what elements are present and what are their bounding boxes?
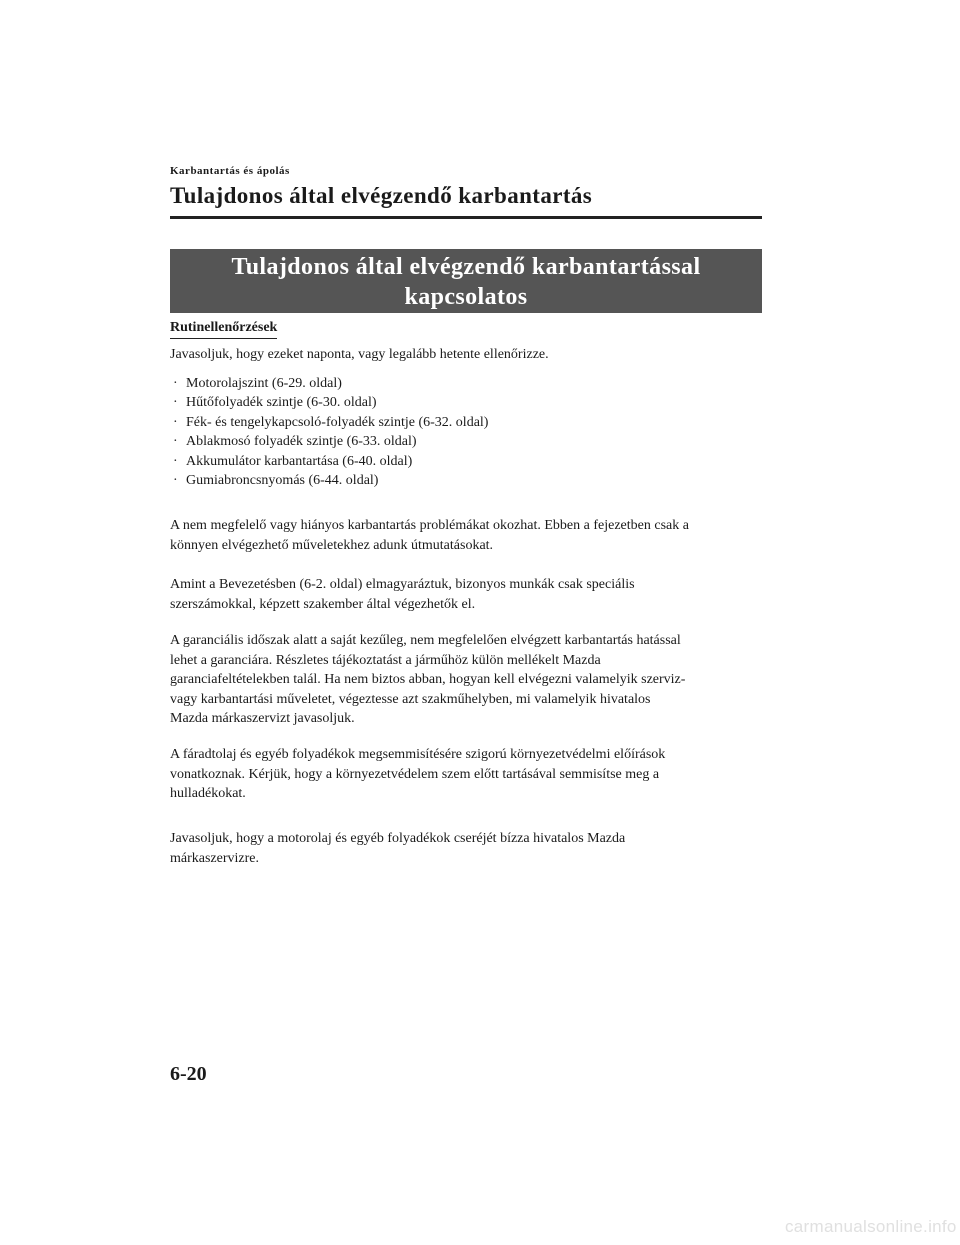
list-item bbox=[172, 452, 488, 471]
list-item bbox=[172, 471, 488, 490]
bullet-dot-icon: · bbox=[173, 473, 178, 489]
paragraph-line: szerszámokkal, képzett szakember által végezhetők el. bbox=[170, 596, 476, 612]
bullet-dot-icon: · bbox=[173, 395, 178, 411]
list-item-text: Akkumulátor karbantartása (6-40. oldal) bbox=[186, 453, 413, 469]
paragraph-line: A garanciális időszak alatt a saját kezűleg, nem megfelelően elvégzett karbantartás hatással bbox=[170, 633, 681, 648]
watermark: carmanualsonline.info bbox=[785, 1217, 957, 1236]
paragraph-line: lehet a garanciára. Részletes tájékoztatást a járműhöz külön mellékelt Mazda bbox=[170, 652, 601, 668]
paragraph-line: Mazda márkaszervizt javasoljuk. bbox=[170, 711, 355, 726]
paragraph-line: vagy karbantartási műveletet, végeztesse azt szakműhelyben, mi valamelyik hivatalos bbox=[170, 691, 651, 707]
paragraph-line: márkaszervizre. bbox=[170, 850, 259, 866]
paragraph bbox=[170, 745, 770, 804]
list-item bbox=[172, 413, 488, 432]
paragraph bbox=[170, 575, 770, 614]
paragraph-line: vonatkoznak. Kérjük, hogy a környezetvédelem szem előtt tartásával semmisítse meg a bbox=[170, 766, 660, 782]
paragraph-line: A nem megfelelő vagy hiányos karbantartás problémákat okozhat. Ebben a fejezetben csak a bbox=[170, 518, 689, 533]
breadcrumb: Karbantartás és ápolás bbox=[170, 165, 290, 177]
bullet-dot-icon: · bbox=[173, 453, 178, 469]
paragraph-line: könnyen elvégezhető műveletekhez adunk útmutatásokat. bbox=[170, 537, 494, 553]
page-title: Tulajdonos által elvégzendő karbantartás bbox=[170, 183, 593, 208]
bullet-dot-icon: · bbox=[173, 376, 178, 391]
bullet-dot-icon: · bbox=[173, 434, 178, 450]
banner-line-2: óvintézkedések bbox=[385, 314, 547, 340]
list-item-text: Hűtőfolyadék szintje (6-30. oldal) bbox=[186, 395, 377, 411]
paragraph-line: Amint a Bevezetésben (6-2. oldal) elmagyaráztuk, bizonyos munkák csak speciális bbox=[170, 577, 635, 592]
section-intro: Javasoljuk, hogy ezeket naponta, vagy legalább hetente ellenőrizze. bbox=[170, 347, 549, 362]
list-item bbox=[172, 432, 488, 451]
banner-line-1: Tulajdonos által elvégzendő karbantartással kapcsolatos bbox=[231, 254, 701, 310]
paragraph-line: Javasoljuk, hogy a motorolaj és egyéb folyadékok cseréjét bízza hivatalos Mazda bbox=[170, 831, 626, 846]
paragraph-line: A fáradtolaj és egyéb folyadékok megsemmisítésére szigorú környezetvédelmi előírások bbox=[170, 747, 666, 762]
paragraph bbox=[170, 829, 770, 868]
list-item-text: Motorolajszint (6-29. oldal) bbox=[186, 376, 342, 391]
list-item bbox=[172, 393, 488, 412]
checklist bbox=[172, 374, 488, 490]
list-item bbox=[172, 374, 488, 393]
paragraph-line: garanciafeltételekben talál. Ha nem biztos abban, hogyan kell elvégezni valamelyik szerviz- bbox=[170, 672, 686, 687]
page-number: 6-20 bbox=[170, 1063, 207, 1085]
list-item-text: Ablakmosó folyadék szintje (6-33. oldal) bbox=[186, 434, 417, 450]
paragraph-line: hulladékokat. bbox=[170, 786, 246, 801]
list-item-text: Fék- és tengelykapcsoló-folyadék szintje (6-32. oldal) bbox=[186, 414, 489, 430]
title-divider bbox=[170, 216, 762, 219]
section-subheading: Rutinellenőrzések bbox=[170, 320, 277, 339]
paragraph bbox=[170, 516, 770, 555]
paragraph bbox=[170, 631, 770, 729]
bullet-dot-icon: · bbox=[173, 414, 178, 430]
list-item-text: Gumiabroncsnyomás (6-44. oldal) bbox=[186, 473, 379, 489]
